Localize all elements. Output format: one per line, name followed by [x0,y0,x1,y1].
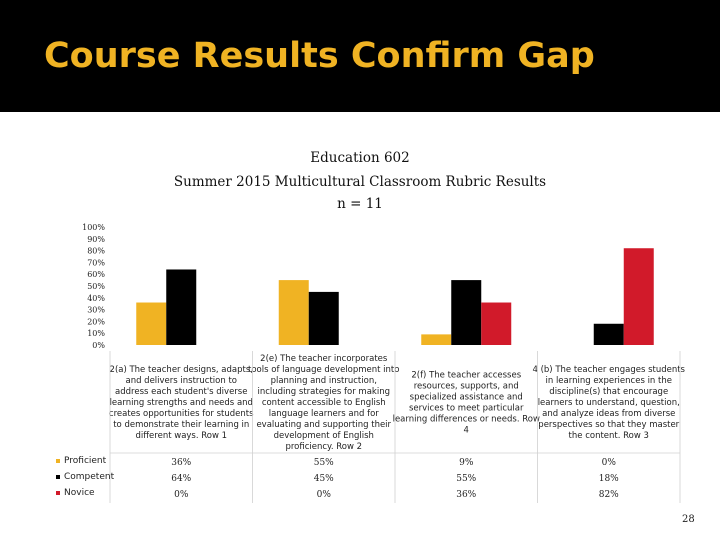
data-label-proficient: 0% [601,458,616,468]
data-label-proficient: 9% [459,458,474,468]
data-label-competent: 45% [313,474,334,484]
y-tick-label: 30% [87,305,105,315]
chart-n-label: n = 11 [337,196,383,212]
legend-label-competent: Competent [64,472,115,482]
category-label: 2(a) The teacher designs, adapts, and delivers instruction to address each student's diverse learning strengths and needs and creates opportunities for students to demonstrate their learning in different ways. Row 1 [108,365,254,441]
slide-title: Course Results Confirm Gap [44,36,595,76]
bar-chart [0,215,720,505]
legend-label-novice: Novice [64,488,95,498]
y-tick-label: 40% [87,293,105,303]
data-label-novice: 0% [316,490,331,500]
category-label: 2(e) The teacher incorporates tools of language development into planning and instruction, including strategies for making content accessible to English language learners and for evaluating and supporting their development of English proficiency. Row 2 [248,354,400,452]
legend-swatch-competent [56,475,60,479]
y-tick-label: 60% [87,270,105,280]
legend-proficient [56,456,106,466]
y-tick-label: 50% [87,282,105,291]
bar-competent [166,269,196,345]
y-tick-label: 80% [87,246,105,256]
bar-proficient [136,303,166,345]
category-label: 4 (b) The teacher engages students in learning experiences in the discipline(s) that encourage learners to understand, question, and analyze ideas from diverse perspectives so that they master the content. Row 3 [532,365,686,441]
y-tick-label: 0% [92,341,105,350]
data-label-competent: 64% [171,474,192,484]
data-label-novice: 82% [598,490,619,500]
category-label: 2(f) The teacher accesses resources, supports, and specialized assistance and services to meet particular learning differences or needs. Row 4 [392,370,540,436]
y-tick-label: 20% [87,317,105,327]
y-tick-label: 70% [87,258,105,268]
chart-subtitle: Summer 2015 Multicultural Classroom Rubric Results [173,174,547,190]
y-tick-label: 10% [87,329,105,339]
bar-proficient [279,280,309,345]
legend-competent [56,472,114,482]
data-label-novice: 0% [174,490,189,500]
bar-competent [451,280,481,345]
data-label-competent: 18% [598,474,619,484]
chart-title: Education 602 [310,150,410,166]
legend-novice [56,488,95,498]
legend-swatch-proficient [56,459,60,463]
bar-competent [594,324,624,345]
bar-competent [309,292,339,345]
y-tick-label: 100% [82,223,105,232]
data-label-proficient: 55% [313,458,334,468]
legend-label-proficient: Proficient [64,456,107,466]
y-tick-label: 90% [87,234,105,244]
legend-swatch-novice [56,491,60,495]
data-label-novice: 36% [456,490,477,500]
bar-novice [481,303,511,345]
data-label-competent: 55% [456,474,477,484]
data-label-proficient: 36% [171,458,192,468]
slide-number: 28 [682,514,695,525]
bar-proficient [421,334,451,345]
bar-novice [624,248,654,345]
